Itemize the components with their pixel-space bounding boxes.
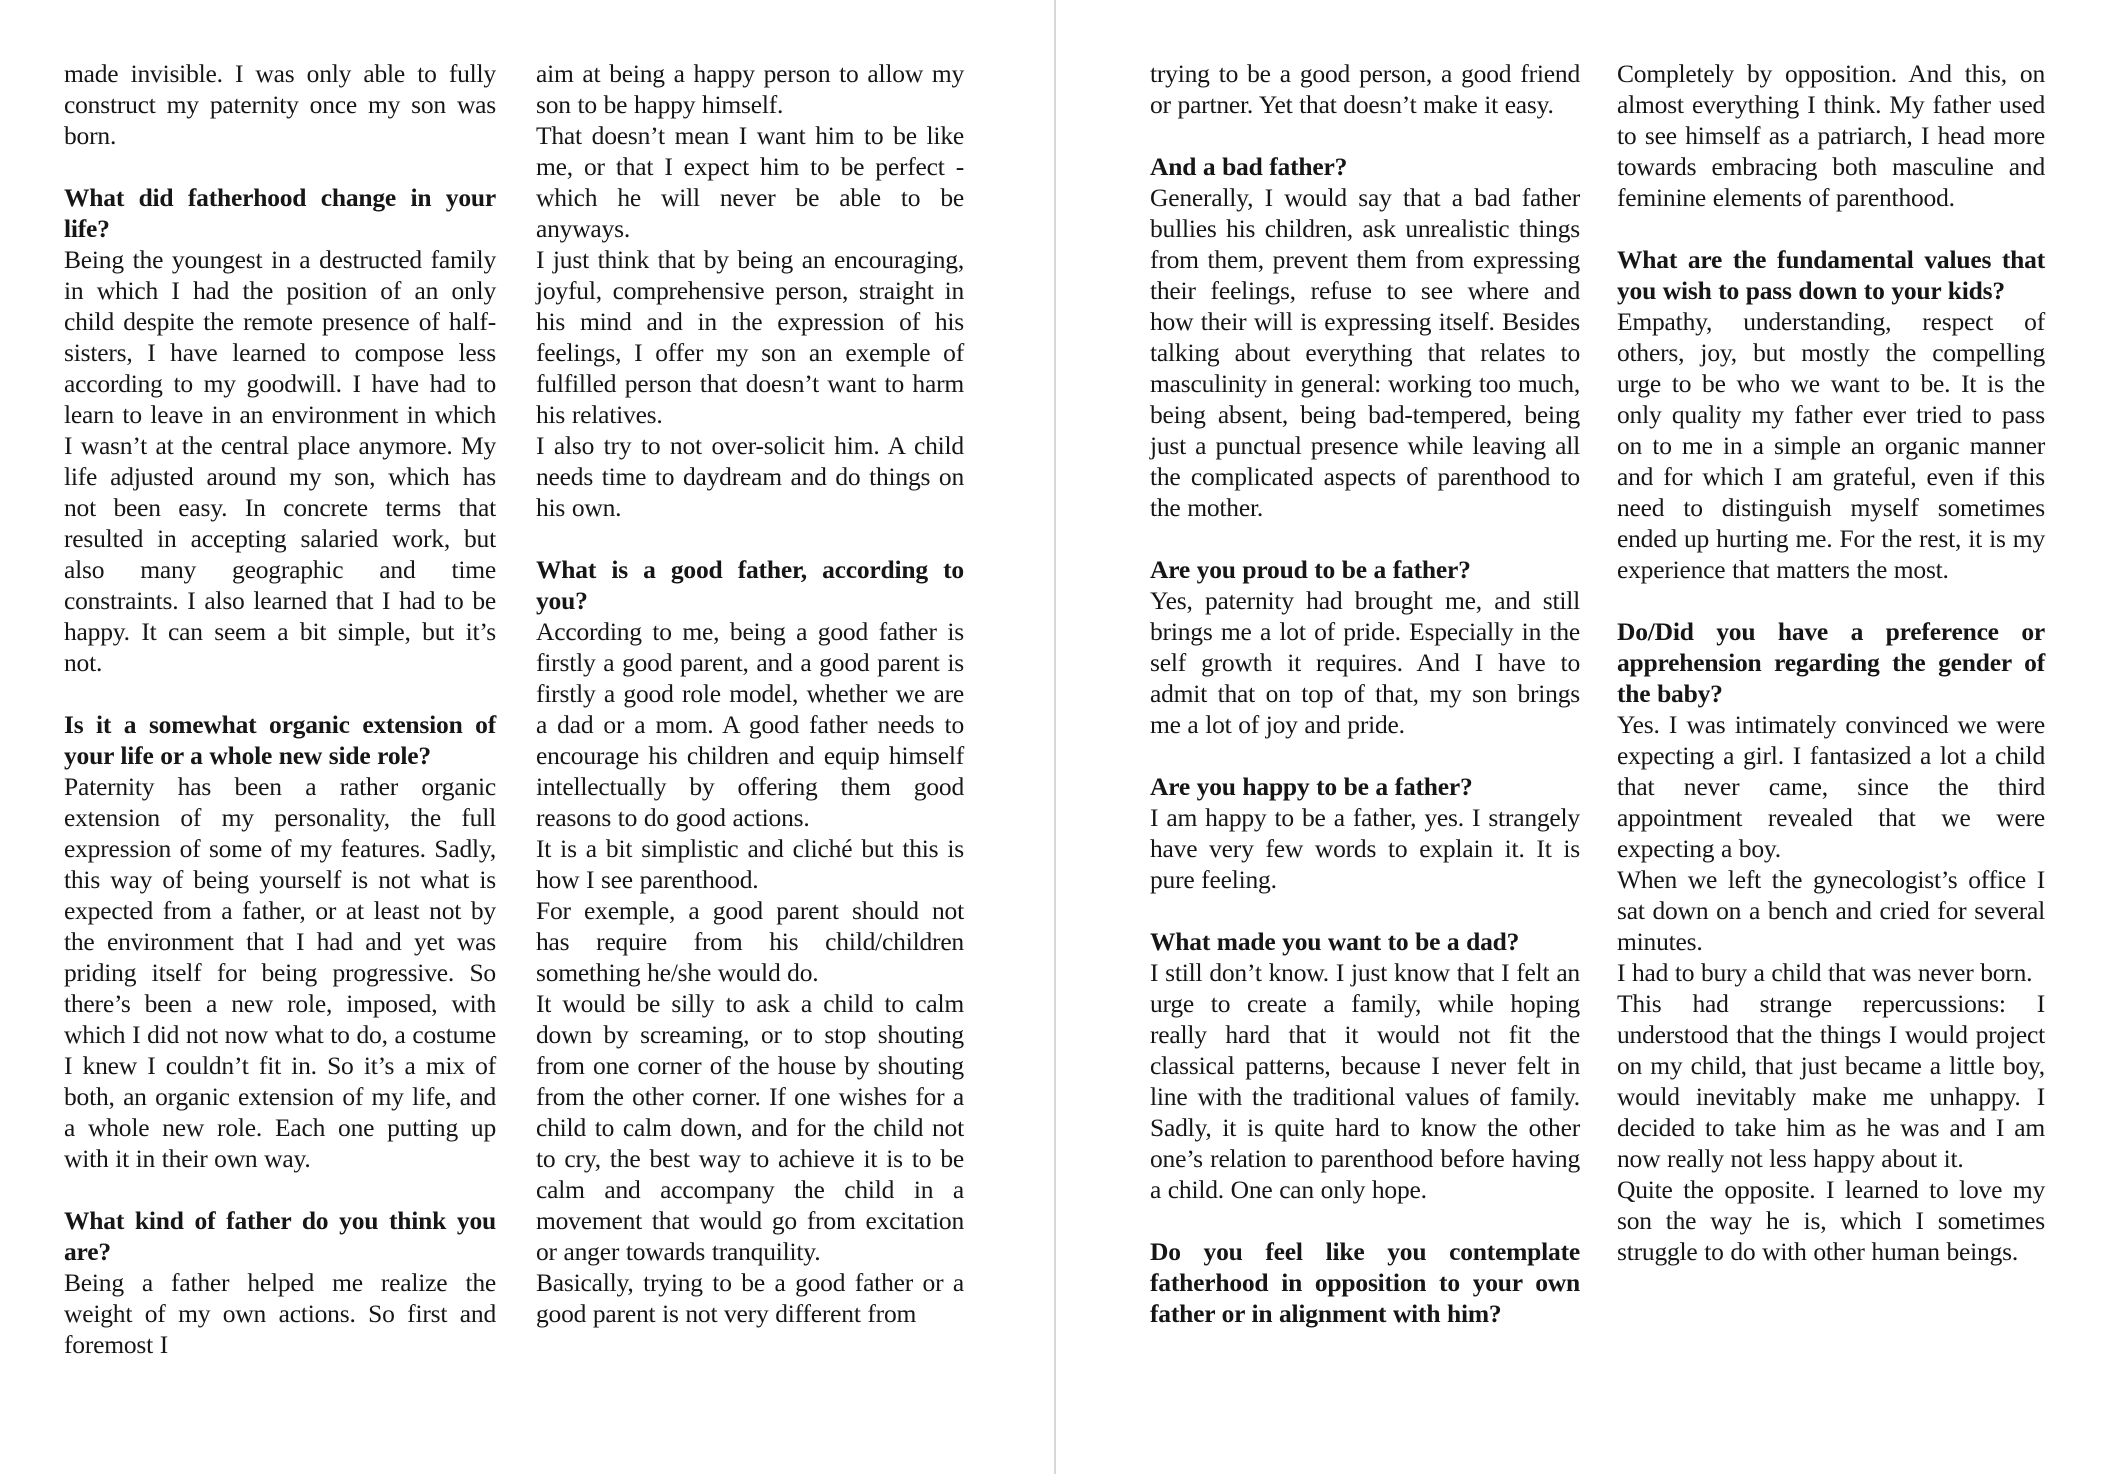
question-heading: And a bad father? <box>1150 152 1348 181</box>
answer-paragraph: It would be silly to ask a child to calm down by screaming, or to stop shouting from one corner of the house by shouting from the other corner. If one wishes for a child to calm down, and for the child not to cry, the best way to achieve it is to be calm and accompany the child in a movement that would go from excitation or anger towards tranquility. <box>536 989 964 1266</box>
question-heading: What is a good father, according to you? <box>536 555 964 615</box>
right-page-column-2 <box>1617 58 2045 1267</box>
left-page-column-1 <box>64 58 496 1360</box>
question-heading: Are you happy to be a father? <box>1150 772 1473 801</box>
question-heading: Do/Did you have a preference or apprehension regarding the gender of the baby? <box>1617 617 2045 708</box>
answer-paragraph: Being the youngest in a destructed family in which I had the position of an only child despite the remote presence of half-sisters, I have learned to compose less according to my goodwill. I have had to learn to leave in an environment in which I wasn’t at the central place anymore. My life adjusted around my son, which has not been easy. In concrete terms that resulted in accepting salaried work, but also many geographic and time constraints. I also learned that I had to be happy. It can seem a bit simple, but it’s not. <box>64 245 496 677</box>
question-heading: Is it a somewhat organic extension of your life or a whole new side role? <box>64 710 496 770</box>
question-heading: Do you feel like you contemplate fatherhood in opposition to your own father or in alignment with him? <box>1150 1237 1580 1328</box>
answer-paragraph: Generally, I would say that a bad father bullies his children, ask unrealistic things from them, prevent them from expressing their feelings, refuse to see where and how their will is expressing itself. Besides talking about everything that relates to masculinity in general: working too much, being absent, being bad-tempered, being just a punctual presence while leaving all the complicated aspects of parenthood to the mother. <box>1150 183 1580 522</box>
answer-paragraph: I am happy to be a father, yes. I strangely have very few words to explain it. It is pure feeling. <box>1150 803 1580 894</box>
answer-paragraph: This had strange repercussions: I understood that the things I would project on my child, that just became a little boy, would inevitably make me unhappy. I decided to take him as he was and I am now really not less happy about it. <box>1617 989 2045 1173</box>
answer-paragraph: That doesn’t mean I want him to be like me, or that I expect him to be perfect - which he will never be able to be anyways. <box>536 121 964 243</box>
question-heading: What did fatherhood change in your life? <box>64 183 496 243</box>
answer-paragraph: Quite the opposite. I learned to love my son the way he is, which I sometimes struggle to do with other human beings. <box>1617 1175 2045 1266</box>
answer-paragraph: Being a father helped me realize the weight of my own actions. So first and foremost I <box>64 1268 496 1359</box>
question-heading: What are the fundamental values that you wish to pass down to your kids? <box>1617 245 2045 305</box>
answer-paragraph: Yes, paternity had brought me, and still brings me a lot of pride. Especially in the self growth it requires. And I have to admit that on top of that, my son brings me a lot of joy and pride. <box>1150 586 1580 739</box>
question-heading: What made you want to be a dad? <box>1150 927 1520 956</box>
left-page-column-2 <box>536 58 964 1329</box>
answer-paragraph: Basically, trying to be a good father or a good parent is not very different from <box>536 1268 964 1328</box>
answer-paragraph: made invisible. I was only able to fully construct my paternity once my son was born. <box>64 59 496 150</box>
question-heading: What kind of father do you think you are? <box>64 1206 496 1266</box>
answer-paragraph: When we left the gynecologist’s office I sat down on a bench and cried for several minutes. <box>1617 865 2045 956</box>
answer-paragraph: For exemple, a good parent should not has require from his child/children something he/she would do. <box>536 896 964 987</box>
page-divider <box>1054 0 1056 1474</box>
answer-paragraph: I had to bury a child that was never born. <box>1617 958 2033 987</box>
answer-paragraph: According to me, being a good father is firstly a good parent, and a good parent is firstly a good role model, whether we are a dad or a mom. A good father needs to encourage his children and equip himself intellectually by offering them good reasons to do good actions. <box>536 617 964 832</box>
answer-paragraph: I just think that by being an encouraging, joyful, comprehensive person, straight in his mind and in the expression of his feelings, I offer my son an exemple of fulfilled person that doesn’t want to harm his relatives. <box>536 245 964 429</box>
right-page-column-1 <box>1150 58 1580 1329</box>
answer-paragraph: It is a bit simplistic and cliché but this is how I see parenthood. <box>536 834 964 894</box>
answer-paragraph: Paternity has been a rather organic extension of my personality, the full expression of some of my features. Sadly, this way of being yourself is not what is expected from a father, or at least not by the environment that I had and yet was priding itself for being progressive. So there’s been a new role, imposed, with which I did not now what to do, a costume I knew I couldn’t fit in. So it’s a mix of both, an organic extension of my life, and a whole new role. Each one putting up with it in their own way. <box>64 772 496 1173</box>
answer-paragraph: I also try to not over-solicit him. A child needs time to daydream and do things on his own. <box>536 431 964 522</box>
question-heading: Are you proud to be a father? <box>1150 555 1471 584</box>
answer-paragraph: Empathy, understanding, respect of others, joy, but mostly the compelling urge to be who we want to be. It is the only quality my father ever tried to pass on to me in a simple an organic manner and for which I am grateful, even if this need to distinguish myself sometimes ended up hurting me. For the rest, it is my experience that matters the most. <box>1617 307 2045 584</box>
answer-paragraph: trying to be a good person, a good friend or partner. Yet that doesn’t make it easy. <box>1150 59 1580 119</box>
answer-paragraph: Yes. I was intimately convinced we were expecting a girl. I fantasized a lot a child that never came, since the third appointment revealed that we were expecting a boy. <box>1617 710 2045 863</box>
answer-paragraph: Completely by opposition. And this, on almost everything I think. My father used to see himself as a patriarch, I head more towards embracing both masculine and feminine elements of parenthood. <box>1617 59 2045 212</box>
answer-paragraph: I still don’t know. I just know that I felt an urge to create a family, while hoping really hard that it would not fit the classical patterns, because I never felt in line with the traditional values of family. Sadly, it is quite hard to know the other one’s relation to parenthood before having a child. One can only hope. <box>1150 958 1580 1204</box>
answer-paragraph: aim at being a happy person to allow my son to be happy himself. <box>536 59 964 119</box>
